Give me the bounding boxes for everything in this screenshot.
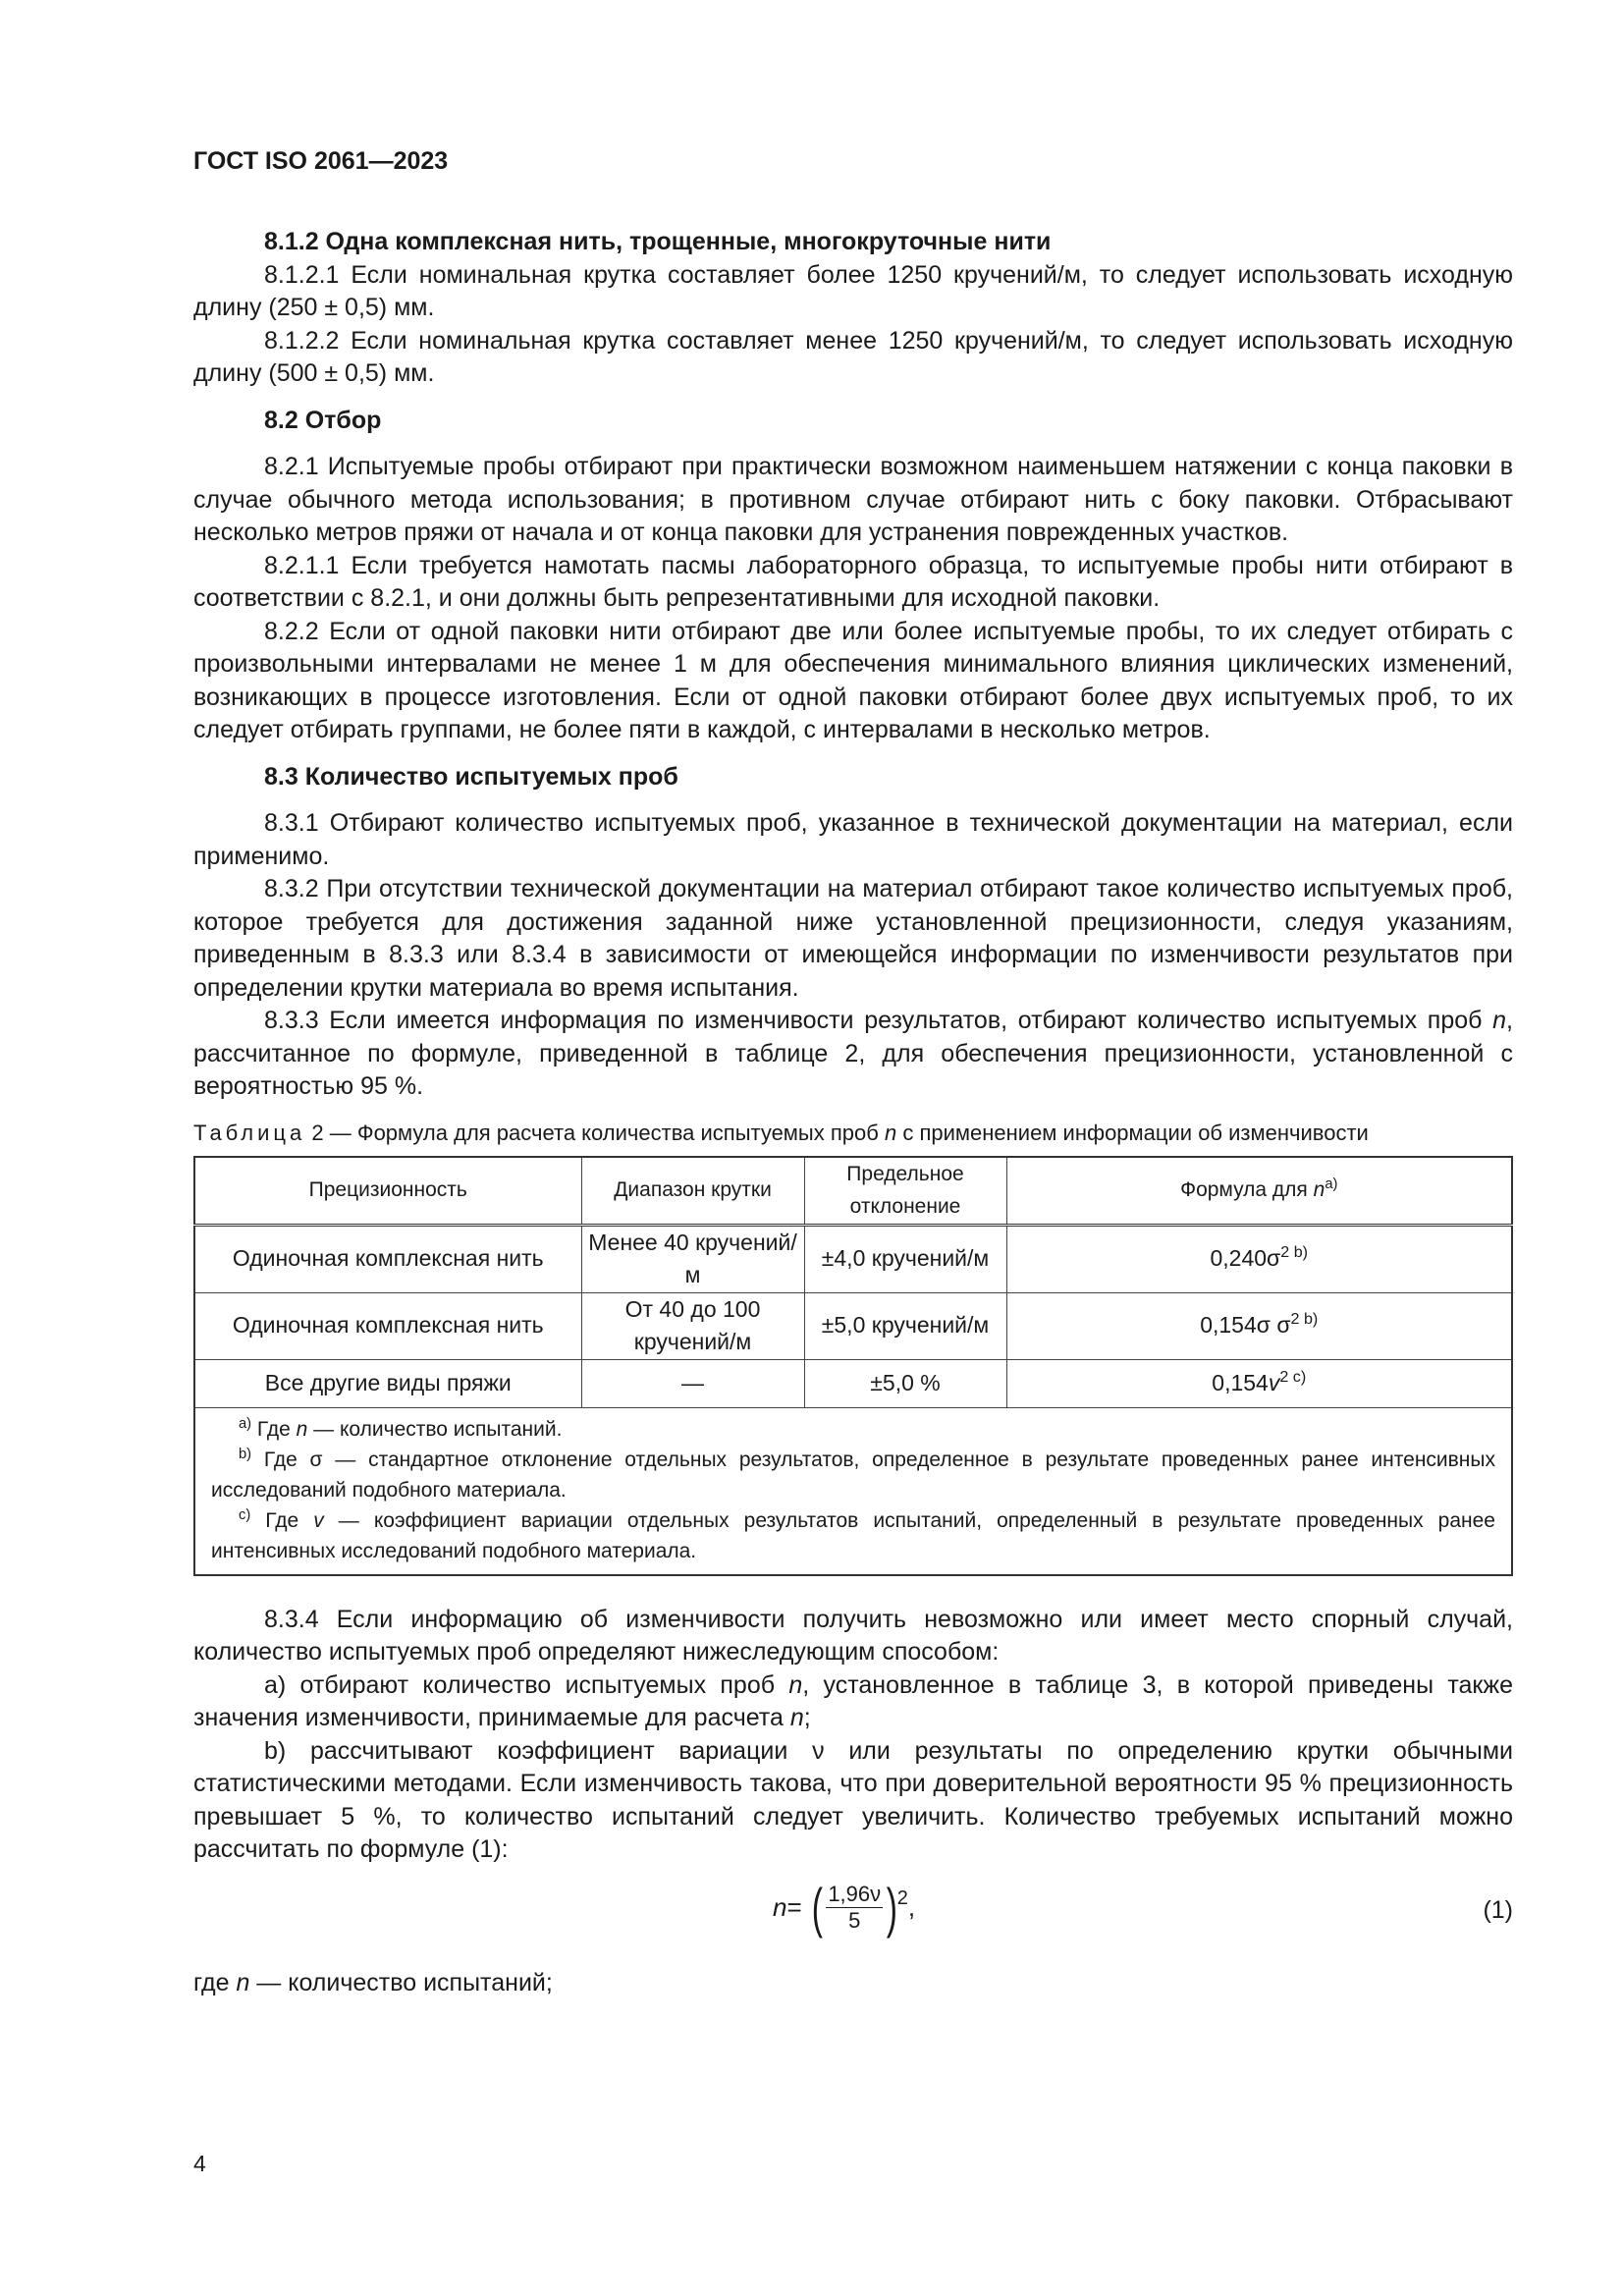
paragraph-8-3-3: 8.3.3 Если имеется информация по изменчивости результатов, отбирают количество испытуемых проб n, рассчитанное по формуле, приведенной в таблице 2, для обеспечения прецизионности, установленной с вероятностью 95 %. (193, 1007, 1513, 1100)
paragraph-8-3-4: 8.3.4 Если информацию об изменчивости получить невозможно или имеет место спорный случай, количество испытуемых проб определяют нижеследующим способом: (193, 1605, 1513, 1666)
cell-twist-range: От 40 до 100 кручений/м (581, 1292, 804, 1359)
cell-precision: Все другие виды пряжи (194, 1359, 581, 1407)
table-notes (194, 1407, 1512, 1575)
table-row (194, 1225, 1512, 1292)
formula-fraction (826, 1882, 883, 1934)
formula-lhs: n (773, 1891, 787, 1922)
section-heading-8-1-2: 8.1.2 Одна комплексная нить, трощенные, многокруточные нити (264, 228, 1052, 255)
formula-denominator: 5 (848, 1908, 861, 1933)
section-heading-8-2: 8.2 Отбор (264, 406, 382, 434)
column-header-twist-range: Диапазон крутки (581, 1157, 804, 1226)
paragraph-8-3-2: 8.3.2 При отсутствии технической документации на материал отбирают такое количество испытуемых проб, которое требуется для достижения заданной ниже установленной прецизионности, следуя указаниям, приведенным в 8.3.3 или 8.3.4 в зависимости от имеющейся информации по изменчивости результатов при определении крутки материала во время испытания. (193, 875, 1513, 1002)
paragraph-8-3-4-a: a) отбирают количество испытуемых проб n, установленное в таблице 3, в которой приведены также значения изменчивости, принимаемые для расчета n; (193, 1670, 1513, 1731)
formula-power: 2 (896, 1886, 908, 1909)
paragraph-8-2-1-1: 8.2.1.1 Если требуется намотать пасмы лабораторного образца, то испытуемые пробы нити отбирают в соответствии с 8.2.1, и они должны быть репрезентативными для исходной паковки. (193, 551, 1513, 612)
cell-precision: Одиночная комплексная нить (194, 1225, 581, 1292)
document-body (193, 226, 1513, 1999)
cell-limit-deviation: ±5,0 % (804, 1359, 1006, 1407)
formula-trail: , (907, 1891, 916, 1922)
paragraph-8-3-1: 8.3.1 Отбирают количество испытуемых проб, указанное в технической документации на материал, если применимо. (193, 809, 1513, 870)
table-header-row (194, 1157, 1512, 1226)
paragraph-8-1-2-2: 8.1.2.2 Если номинальная крутка составляет менее 1250 кручений/м, то следует использовать исходную длину (500 ± 0,5) мм. (193, 326, 1513, 387)
table-note-c: $^{c)}$ Где v — коэффициент вариации отдельных результатов испытаний, определенный в результате проведенных ранее интенсивных исследований подобного материала. (211, 1506, 1495, 1562)
table-2 (193, 1156, 1513, 1576)
paragraph-8-2-1: 8.2.1 Испытуемые пробы отбирают при практически возможном наименьшем натяжении с конца паковки в случае обычного метода использования; в противном случае отбирают нить с боку паковки. Отбрасывают несколько метров пряжи от начала и от конца паковки для устранения поврежденных участков. (193, 453, 1513, 546)
cell-formula: 0,154σ $\sigma^{2 b)}$ (1006, 1292, 1512, 1359)
paragraph-8-3-4-b: b) рассчитывают коэффициент вариации ν или результаты по определению крутки обычными статистическими методами. Если изменчивость такова, что при доверительной вероятности 95 % прецизионность превышает 5 %, то количество испытаний следует увеличить. Количество требуемых испытаний можно рассчитать по формуле (1): (193, 1736, 1513, 1863)
section-heading-8-3: 8.3 Количество испытуемых проб (264, 762, 678, 791)
cell-twist-range: — (581, 1359, 804, 1407)
cell-formula: $0,240\sigma^{2 b)}$ (1006, 1225, 1512, 1292)
paragraph-8-2-2: 8.2.2 Если от одной паковки нити отбирают две или более испытуемые пробы, то их следует отбирать с произвольными интервалами не менее 1 м для обеспечения минимального влияния циклических изменений, возникающих в процессе изготовления. Если от одной паковки отбирают более двух испытуемых проб, то их следует отбирать группами, не более пяти в каждой, с интервалами в несколько метров. (193, 617, 1513, 743)
column-header-limit-deviation: Предельное отклонение (804, 1157, 1006, 1226)
column-header-formula: Формула для $n^{a)}$ (1006, 1157, 1512, 1226)
page-number: 4 (193, 2151, 206, 2176)
cell-formula: $0,154v^{2 c)}$ (1006, 1359, 1512, 1407)
cell-limit-deviation: ±5,0 кручений/м (804, 1292, 1006, 1359)
formula-equals: = (786, 1891, 802, 1922)
formula-where-clause: где n — количество испытаний; (193, 1968, 553, 1996)
table-note-b: $^{b)}$ Где σ — стандартное отклонение отдельных результатов, определенное в результате проведенных ранее интенсивных исследований подобного материала. (211, 1446, 1495, 1502)
paragraph-8-1-2-1: 8.1.2.1 Если номинальная крутка составляет более 1250 кручений/м, то следует использовать исходную длину (250 ± 0,5) мм. (193, 260, 1513, 321)
column-header-precision: Прецизионность (194, 1157, 581, 1226)
formula-expression: n = ( $\frac{1,96\nu}{5}$ ) 2 , (773, 1876, 916, 1939)
document-header: ГОСТ ISO 2061—2023 (193, 147, 449, 175)
table-row (194, 1292, 1512, 1359)
table-2-caption: Таблица 2 — Формула для расчета количества испытуемых проб n с применением информации об изменчивости (193, 1120, 1369, 1145)
cell-twist-range: Менее 40 кручений/м (581, 1225, 804, 1292)
cell-limit-deviation: ±4,0 кручений/м (804, 1225, 1006, 1292)
formula-numerator: 1,96ν (828, 1882, 882, 1906)
table-notes-row (194, 1407, 1512, 1575)
table-note-a: $^{a)}$ Где n — количество испытаний. (239, 1415, 563, 1441)
cell-precision: Одиночная комплексная нить (194, 1292, 581, 1359)
formula-number: (1) (1483, 1895, 1513, 1924)
table-row (194, 1359, 1512, 1407)
formula-1 (193, 1873, 1513, 1967)
